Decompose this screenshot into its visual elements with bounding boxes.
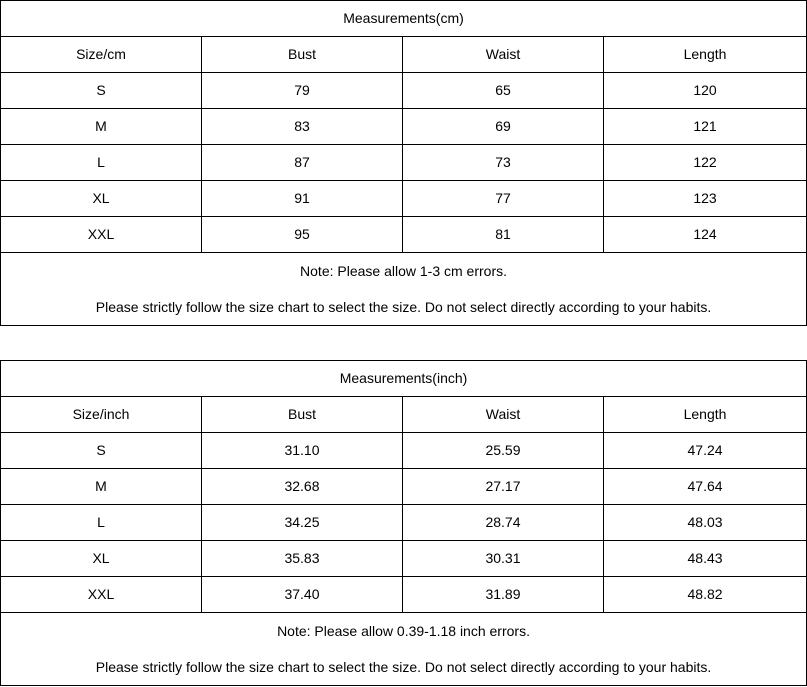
table-note-row xyxy=(1,253,807,326)
error-note: Note: Please allow 0.39-1.18 inch errors. xyxy=(277,623,530,639)
cell-length: 121 xyxy=(604,109,807,145)
header-length: Length xyxy=(604,37,807,73)
cell-bust: 91 xyxy=(202,181,403,217)
cell-size: L xyxy=(1,505,202,541)
cell-length: 123 xyxy=(604,181,807,217)
table-title: Measurements(inch) xyxy=(1,361,807,397)
cell-waist: 28.74 xyxy=(403,505,604,541)
cell-bust: 87 xyxy=(202,145,403,181)
cell-size: XL xyxy=(1,541,202,577)
cell-bust: 79 xyxy=(202,73,403,109)
table-note-row xyxy=(1,613,807,686)
header-waist: Waist xyxy=(403,397,604,433)
table-header-row xyxy=(1,37,807,73)
table-title: Measurements(cm) xyxy=(1,1,807,37)
cell-bust: 35.83 xyxy=(202,541,403,577)
cell-bust: 37.40 xyxy=(202,577,403,613)
cell-bust: 31.10 xyxy=(202,433,403,469)
size-chart-cm-table xyxy=(0,0,807,326)
table-row xyxy=(1,73,807,109)
cell-length: 124 xyxy=(604,217,807,253)
cell-waist: 65 xyxy=(403,73,604,109)
header-bust: Bust xyxy=(202,37,403,73)
selection-instruction: Please strictly follow the size chart to select the size. Do not select directly according to your habits. xyxy=(95,299,712,315)
cell-waist: 31.89 xyxy=(403,577,604,613)
error-note: Note: Please allow 1-3 cm errors. xyxy=(300,263,507,279)
cell-length: 47.64 xyxy=(604,469,807,505)
cell-waist: 30.31 xyxy=(403,541,604,577)
table-note-cell xyxy=(1,253,807,326)
table-row xyxy=(1,577,807,613)
table-title-row xyxy=(1,1,807,37)
table-row xyxy=(1,433,807,469)
cell-length: 122 xyxy=(604,145,807,181)
cell-bust: 95 xyxy=(202,217,403,253)
cell-bust: 83 xyxy=(202,109,403,145)
cell-bust: 34.25 xyxy=(202,505,403,541)
size-chart-inch-table xyxy=(0,360,807,686)
table-row xyxy=(1,505,807,541)
table-header-row xyxy=(1,397,807,433)
header-waist: Waist xyxy=(403,37,604,73)
cell-size: S xyxy=(1,433,202,469)
table-row xyxy=(1,217,807,253)
cell-size: M xyxy=(1,469,202,505)
table-row xyxy=(1,541,807,577)
selection-instruction: Please strictly follow the size chart to select the size. Do not select directly according to your habits. xyxy=(95,659,712,675)
cell-length: 48.82 xyxy=(604,577,807,613)
table-row xyxy=(1,145,807,181)
cell-size: XXL xyxy=(1,217,202,253)
cell-size: XL xyxy=(1,181,202,217)
cell-waist: 73 xyxy=(403,145,604,181)
header-bust: Bust xyxy=(202,397,403,433)
cell-length: 48.43 xyxy=(604,541,807,577)
header-length: Length xyxy=(604,397,807,433)
cell-size: L xyxy=(1,145,202,181)
table-row xyxy=(1,181,807,217)
header-size: Size/cm xyxy=(1,37,202,73)
table-title-row xyxy=(1,361,807,397)
cell-length: 48.03 xyxy=(604,505,807,541)
cell-size: S xyxy=(1,73,202,109)
cell-waist: 69 xyxy=(403,109,604,145)
cell-size: XXL xyxy=(1,577,202,613)
cell-waist: 77 xyxy=(403,181,604,217)
cell-length: 47.24 xyxy=(604,433,807,469)
header-size: Size/inch xyxy=(1,397,202,433)
cell-waist: 25.59 xyxy=(403,433,604,469)
cell-bust: 32.68 xyxy=(202,469,403,505)
table-row xyxy=(1,469,807,505)
cell-length: 120 xyxy=(604,73,807,109)
cell-waist: 81 xyxy=(403,217,604,253)
cell-size: M xyxy=(1,109,202,145)
table-note-cell xyxy=(1,613,807,686)
table-row xyxy=(1,109,807,145)
cell-waist: 27.17 xyxy=(403,469,604,505)
